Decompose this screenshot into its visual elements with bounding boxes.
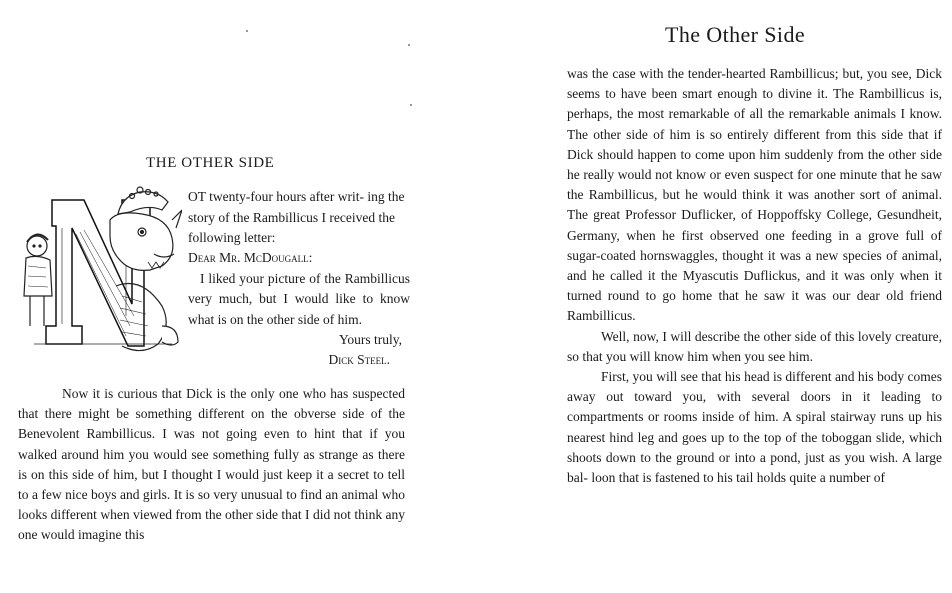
illustrated-drop-cap-n (22, 176, 182, 358)
paper-speck (408, 44, 410, 46)
paper-speck (410, 104, 412, 106)
letter-salutation: Dear Mr. McDougall: (188, 250, 313, 265)
right-paragraph-3: First, you will see that his head is different and his body comes away out toward you, with several doors in it leading to compartments or rooms inside of him. A spiral stairway runs up his nearest hind leg and goes up to the top of the toboggan slide, which shoots down to the ground or into a pond, just as you wish. A large bal- loon that is fastened to his tail holds quite a number of (567, 369, 942, 486)
left-body-paragraph: Now it is curious that Dick is the only one who has suspected that there might be something different on the obverse side of the Benevolent Rambillicus. I was not going even to hint that if you walked around him you would see something fully as strange as there is on this side of him, but I thought I would just keep it a secret to tell to a few nice boys and girls. It is so very unusual to find an animal who looks different when viewed from the other side that I did not think any one would imagine this (18, 386, 405, 543)
child-figure-illustration (24, 234, 52, 326)
right-body (567, 64, 942, 488)
letter-block (188, 248, 410, 367)
running-head: The Other Side (665, 22, 806, 47)
paper-speck (246, 30, 248, 32)
right-paragraph-1: was the case with the tender-hearted Rambillicus; but, you see, Dick seems to have been smart enough to divine it. The Rambillicus is, perhaps, the most remarkable of all the remarkable animals I know. The other side of him is so entirely different from this side that if Dick should happen to come upon him suddenly from the other side he really would not know or even suspect for one minute that he saw the Rambillicus, but he would think it was another sort of animal. The great Professor Duflicker, of Hoppoffsky College, Gesundheit, Germany, when he first observed one feeding in a grove full of sugar-coated hornswaggles, thought it was a new species of animal, and he called it the Myascutis Duflickus, and it was only when it turned round to go home that he saw it was our dear old friend Rambillicus. (567, 66, 942, 324)
chapter-heading: THE OTHER SIDE (146, 155, 275, 171)
letter-closing: Yours truly, (338, 332, 402, 347)
letter-body: I liked your picture of the Rambillicus very much, but I would like to know what is on the other side of him. (188, 270, 410, 327)
letter-signature: Dick Steel. (328, 352, 390, 367)
right-paragraph-2: Well, now, I will describe the other side of this lovely creature, so that you will know him when you see him. (567, 328, 942, 364)
intro-text: OT twenty-four hours after writ- ing the story of the Rambillicus I received the following letter: (188, 189, 405, 245)
